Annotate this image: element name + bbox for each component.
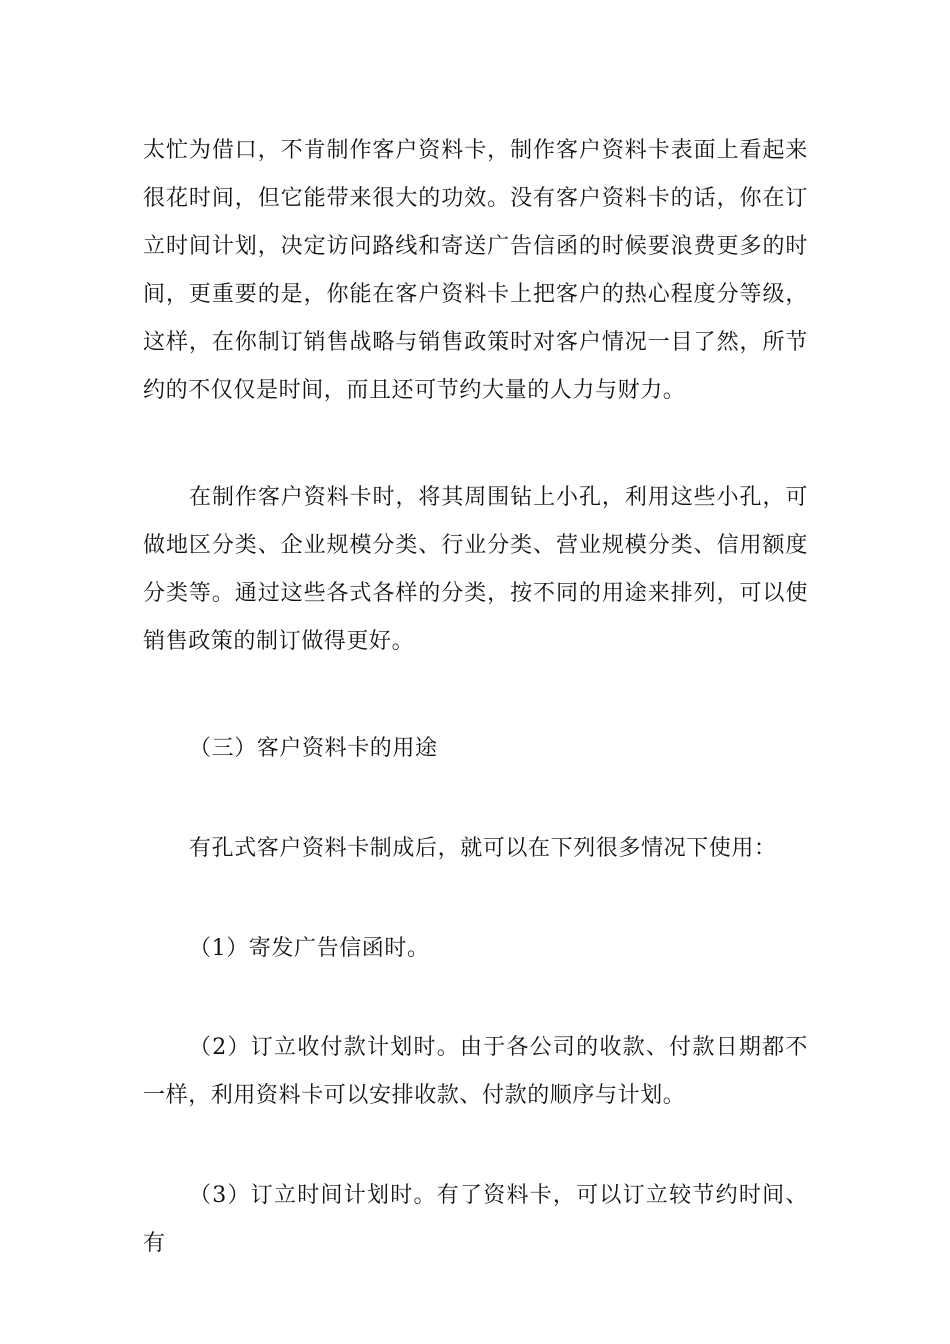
paragraph-continuation: 太忙为借口，不肯制作客户资料卡，制作客户资料卡表面上看起来很花时间，但它能带来很大的功效。没有客户资料卡的话，你在订立时间计划，决定访问路线和寄送广告信函的时候要浪费更多的时间，更重要的是，你能在客户资料卡上把客户的热心程度分等级，这样，在你制订销售战略与销售政策时对客户情况一目了然，所节约的不仅仅是时间，而且还可节约大量的人力与财力。 [143,138,808,403]
section-heading: （三）客户资料卡的用途 [189,736,438,761]
paragraph-intro-uses: 有孔式客户资料卡制成后，就可以在下列很多情况下使用： [189,836,777,861]
paragraph-card-perforation: 在制作客户资料卡时，将其周围钻上小孔，利用这些小孔，可做地区分类、企业规模分类、行业分类、营业规模分类、信用额度分类等。通过这些各式各样的分类，按不同的用途来排列，可以使销售政策的制订做得更好。 [143,485,808,654]
list-item-3: （3）订立时间计划时。有了资料卡，可以订立较节约时间、有 [143,1183,808,1256]
list-item-1: （1）寄发广告信函时。 [189,936,430,961]
list-item-2: （2）订立收付款计划时。由于各公司的收款、付款日期都不一样，利用资料卡可以安排收款、付款的顺序与计划。 [143,1035,808,1108]
